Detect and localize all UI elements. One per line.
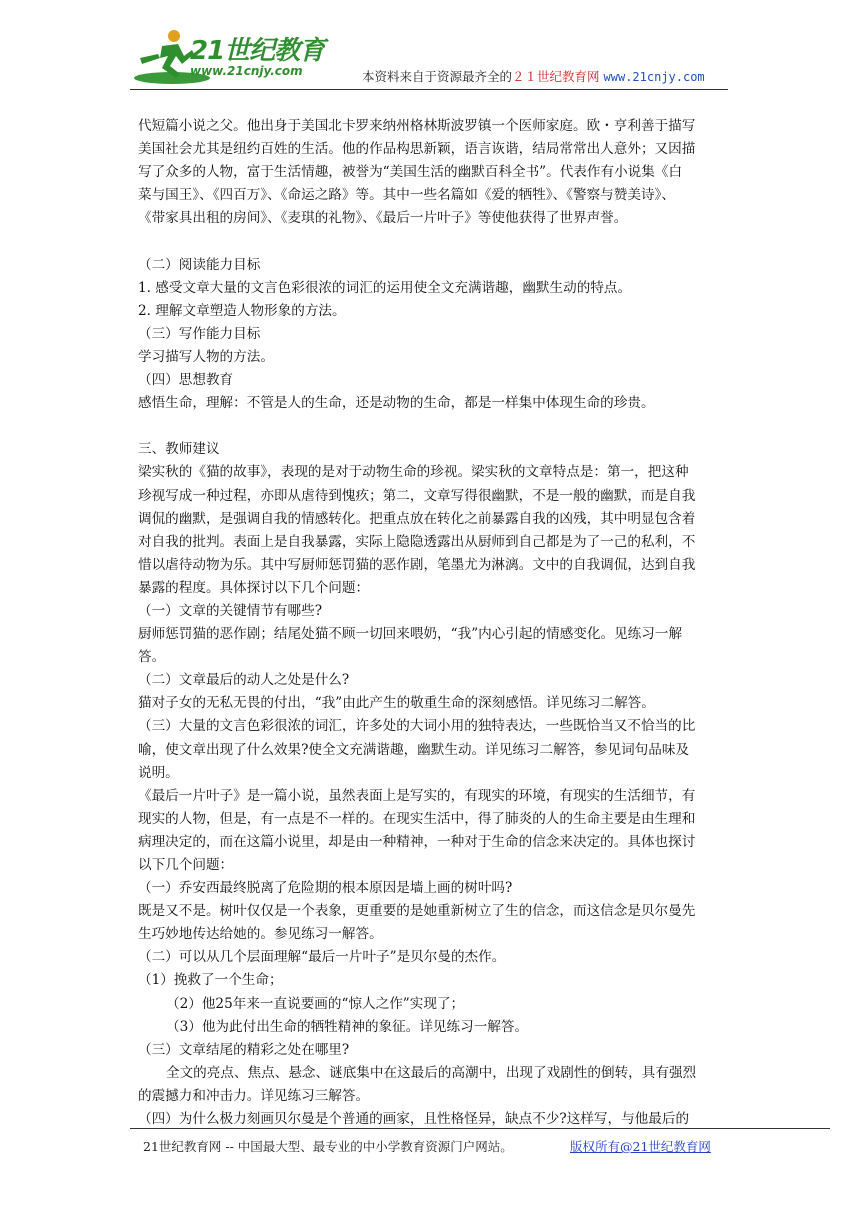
document-body <box>138 115 728 1131</box>
text-line: 猫对子女的无私无畏的付出，“我”由此产生的敬重生命的深刻感悟。详见练习二解答。 <box>138 695 655 712</box>
footer-text: 21世纪教育网 -- 中国最大型、最专业的中小学教育资源门户网站。 <box>143 1139 513 1154</box>
text-line: （二）文章最后的动人之处是什么? <box>138 672 350 689</box>
text-line: 说明。 <box>138 764 179 781</box>
text-line: 病理决定的，而在这篇小说里，却是由一种精神，一种对于生命的信念来决定的。具体也探讨 <box>138 833 696 850</box>
text-line: 喻，使文章出现了什么效果?使全文充满谐趣，幽默生动。详见练习二解答，参见词句品味及 <box>138 741 690 758</box>
text-line: 《最后一片叶子》是一篇小说，虽然表面上是写实的，有现实的环境，有现实的生活细节，有 <box>138 787 696 804</box>
text-line: 1. 感受文章大量的文言色彩很浓的词汇的运用使全文充满谐趣，幽默生动的特点。 <box>138 279 632 296</box>
text-line: 代短篇小说之父。他出身于美国北卡罗来纳州格林斯波罗镇一个医师家庭。欧・亨利善于描写 <box>138 118 696 134</box>
paragraph-gap <box>138 415 728 438</box>
text-line: 答。 <box>138 649 166 666</box>
text-line: 《带家具出租的房间》、《麦琪的礼物》、《最后一片叶子》等使他获得了世界声誉。 <box>138 210 628 227</box>
text-line: （四）思想教育 <box>138 372 234 389</box>
text-line: 梁实秋的《猫的故事》，表现的是对于动物生命的珍视。梁实秋的文章特点是：第一，把这种 <box>138 464 689 481</box>
text-line: 三、教师建议 <box>138 441 220 458</box>
logo-text: 21世纪教育 <box>190 36 325 66</box>
header-note-prefix: 本资料来自于资源最齐全的 <box>362 69 513 84</box>
text-line: （3）他为此付出生命的牺牲精神的象征。详见练习一解答。 <box>166 1018 529 1035</box>
footer-divider <box>130 1128 830 1129</box>
text-line: 厨师惩罚猫的恶作剧；结尾处猫不顾一切回来喂奶，“我”内心引起的情感变化。见练习一解 <box>138 626 683 643</box>
text-line: 写了众多的人物，富于生活情趣，被誉为“美国生活的幽默百科全书”。代表作有小说集《白 <box>138 164 683 181</box>
header-note <box>362 67 705 85</box>
paragraph-gap <box>138 230 728 253</box>
page-header <box>0 0 860 92</box>
text-line: 对自我的批判。表面上是自我暴露，实际上隐隐透露出从厨师到自己都是为了一己的私利，不 <box>138 533 696 550</box>
text-line: 现实的人物，但是，有一点是不一样的。在现实生活中，得了肺炎的人的生命主要是由生理和 <box>138 810 696 827</box>
text-line: 生巧妙地传达给她的。参见练习一解答。 <box>138 926 383 943</box>
text-line: （一）文章的关键情节有哪些? <box>138 602 323 619</box>
text-line: （四）为什么极力刻画贝尔曼是个普通的画家，且性格怪异，缺点不少?这样写，与他最后的 <box>138 1111 690 1128</box>
text-line: 珍视写成一种过程，亦即从虐待到愧疚；第二，文章写得很幽默，不是一般的幽默，而是自我 <box>138 487 696 504</box>
site-logo <box>132 28 342 86</box>
text-line: 暴露的程度。具体探讨以下几个问题： <box>138 579 370 596</box>
text-line: 的震撼力和冲击力。详见练习三解答。 <box>138 1087 370 1104</box>
text-line: （1）挽救了一个生命； <box>138 972 283 989</box>
copyright-link[interactable]: 版权所有@21世纪教育网 <box>570 1139 711 1154</box>
text-line: （三）大量的文言色彩很浓的词汇，许多处的大词小用的独特表达，一些既恰当又不恰当的比 <box>138 718 696 735</box>
text-line: 美国社会尤其是纽约百姓的生活。他的作品构思新颖，语言诙谐，结局常常出人意外；又因描 <box>138 141 696 158</box>
text-line: （2）他25年来一直说要画的“惊人之作”实现了； <box>166 995 465 1012</box>
text-line: 全文的亮点、焦点、悬念、谜底集中在这最后的高潮中，出现了戏剧性的倒转，具有强烈 <box>166 1064 697 1081</box>
text-line: 调侃的幽默，是强调自我的情感转化。把重点放在转化之前暴露自我的凶残，其中明显包含着 <box>138 510 696 527</box>
text-line: 2. 理解文章塑造人物形象的方法。 <box>138 302 346 319</box>
text-line: 感悟生命，理解：不管是人的生命，还是动物的生命，都是一样集中体现生命的珍贵。 <box>138 395 655 412</box>
text-line: 学习描写人物的方法。 <box>138 348 274 365</box>
header-brand-link[interactable]: ２１世纪教育网 <box>512 69 600 84</box>
text-line: 惜以虐待动物为乐。其中写厨师惩罚猫的恶作剧，笔墨尤为淋漓。文中的自我调侃，达到自我 <box>138 556 696 573</box>
header-url-link[interactable]: www.21cnjy.com <box>603 70 705 84</box>
text-line: （二）阅读能力目标 <box>138 256 261 273</box>
text-line: （二）可以从几个层面理解“最后一片叶子”是贝尔曼的杰作。 <box>138 949 506 966</box>
text-line: 菜与国王》、《四百万》、《命运之路》等。其中一些名篇如《爱的牺牲》、《警察与赞美诗》、 <box>138 187 675 204</box>
header-divider <box>130 89 728 90</box>
logo-url: www.21cnjy.com <box>190 64 303 78</box>
text-line: 既是又不是。树叶仅仅是一个表象，更重要的是她重新树立了生的信念，而这信念是贝尔曼先 <box>138 903 696 920</box>
text-line: 以下几个问题： <box>138 857 234 873</box>
text-line: （三）文章结尾的精彩之处在哪里? <box>138 1041 350 1058</box>
text-line: （一）乔安西最终脱离了危险期的根本原因是墙上画的树叶吗? <box>138 880 513 897</box>
text-line: （三）写作能力目标 <box>138 325 261 342</box>
